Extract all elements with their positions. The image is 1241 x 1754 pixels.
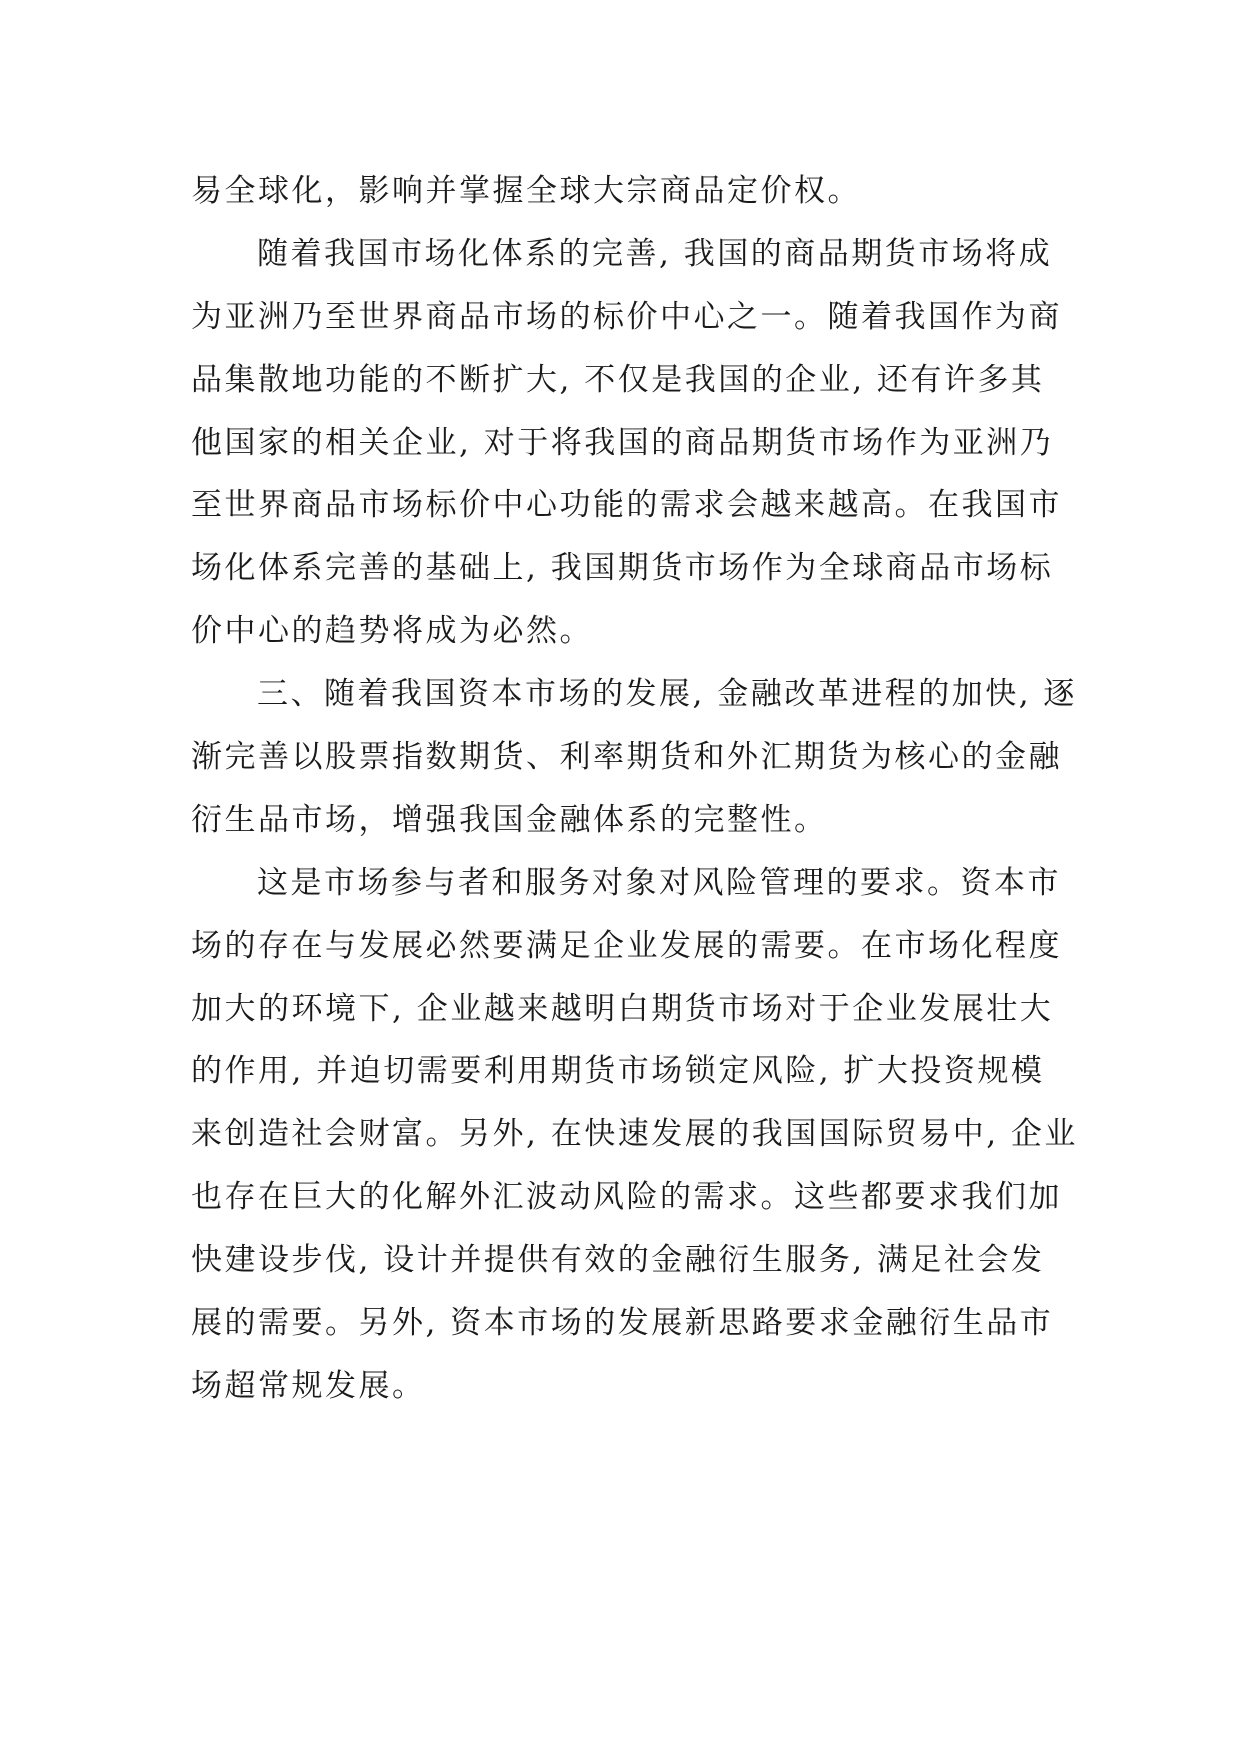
text-line: 品集散地功能的不断扩大, 不仅是我国的企业, 还有许多其 — [191, 361, 1045, 398]
text-line: 至世界商品市场标价中心功能的需求会越来越高。在我国市 — [191, 487, 1062, 524]
text-line: 为亚洲乃至世界商品市场的标价中心之一。随着我国作为商 — [191, 298, 1062, 335]
text-line: 场化体系完善的基础上, 我国期货市场作为全球商品市场标 — [191, 550, 1054, 587]
paragraph-4 — [191, 852, 1078, 1418]
text-line: 渐完善以股票指数期货、利率期货和外汇期货为核心的金融 — [191, 739, 1062, 776]
text-line: 加大的环境下, 企业越来越明白期货市场对于企业发展壮大 — [191, 990, 1054, 1027]
text-line: 价中心的趋势将成为必然。 — [191, 613, 593, 650]
text-line: 来创造社会财富。另外, 在快速发展的我国国际贸易中, 企业 — [191, 1116, 1078, 1153]
text-line: 也存在巨大的化解外汇波动风险的需求。这些都要求我们加 — [191, 1179, 1062, 1216]
paragraph-3 — [191, 663, 1077, 852]
text-line: 衍生品市场，增强我国金融体系的完整性。 — [191, 801, 828, 838]
text-line: 这是市场参与者和服务对象对风险管理的要求。资本市 — [257, 864, 1061, 901]
paragraph-2 — [191, 223, 1061, 663]
text-line: 的作用, 并迫切需要利用期货市场锁定风险, 扩大投资规模 — [191, 1053, 1045, 1090]
body-text — [191, 160, 1078, 1418]
text-line: 场的存在与发展必然要满足企业发展的需要。在市场化程度 — [191, 927, 1062, 964]
text-line: 场超常规发展。 — [191, 1367, 426, 1404]
text-line: 随着我国市场化体系的完善, 我国的商品期货市场将成 — [257, 235, 1053, 272]
text-line: 易全球化，影响并掌握全球大宗商品定价权。 — [191, 173, 861, 209]
text-line: 三、随着我国资本市场的发展, 金融改革进程的加快, 逐 — [257, 676, 1077, 713]
text-line: 快建设步伐, 设计并提供有效的金融衍生服务, 满足社会发 — [191, 1242, 1045, 1279]
paragraph-1 — [191, 160, 1061, 223]
text-line: 展的需要。另外, 资本市场的发展新思路要求金融衍生品市 — [191, 1305, 1054, 1342]
text-line: 他国家的相关企业, 对于将我国的商品期货市场作为亚洲乃 — [191, 424, 1054, 461]
